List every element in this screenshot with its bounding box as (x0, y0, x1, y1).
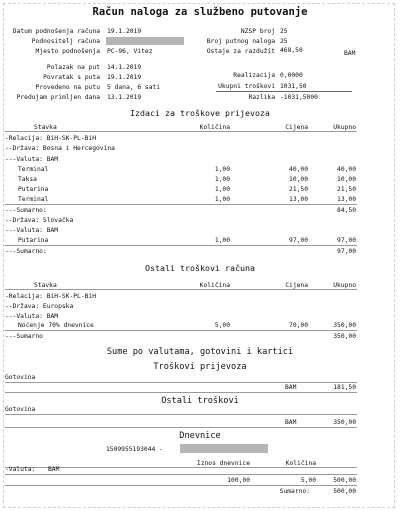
summary-ostali-currency: BAM (285, 419, 297, 426)
item-ukupno: 21,50 (337, 186, 356, 193)
row-relacija: -Relacija: BiH-SK-PL-BiH (5, 293, 96, 300)
label-polazak: Polazak na put (46, 64, 100, 71)
row-valuta: ---Valuta: BAM (5, 156, 59, 163)
value-datum: 19.1.2019 (107, 28, 142, 35)
document-title: Račun naloga za službeno putovanje (92, 6, 308, 18)
value-ostaje: 468,50 (280, 47, 303, 54)
divider-ukupni (216, 91, 352, 92)
item-cijena: 70,00 (289, 322, 308, 329)
subtotal-divider (5, 204, 357, 205)
item-name: Noćenje 70% dnevnice (18, 322, 94, 329)
label-razlika: Razlika (248, 94, 275, 101)
label-datum: Datum podnošenja računa (12, 28, 100, 35)
summary-prijevoz-currency: BAM (285, 384, 297, 391)
value-mjesto: PC-96, Vitez (107, 48, 153, 55)
dnevnice-iznos: 100,00 (227, 477, 250, 484)
item-cijena: 21,50 (289, 186, 308, 193)
subtotal-value: 350,00 (333, 333, 356, 340)
subtotal-divider (5, 245, 357, 246)
summary-ostali-total: 350,00 (333, 419, 356, 426)
col-ukupno: Ukupno (333, 282, 356, 289)
row-drzava: --Država: Europska (5, 303, 74, 310)
row-drzava: --Država: Bosna i Hercegovina (5, 145, 115, 152)
dnevnice-valuta-label: -Valuta: (5, 466, 36, 473)
item-name: Terminal (18, 196, 49, 203)
summary-divider (5, 427, 357, 428)
item-kolicina: 1,00 (214, 196, 230, 203)
item-kolicina: 5,00 (214, 322, 230, 329)
dnevnice-kolicina: 5,00 (300, 477, 316, 484)
dnevnice-ukupno: 500,00 (333, 477, 356, 484)
dnevnice-sumarno-label: Sumarno: (279, 488, 310, 495)
label-podnositelj: Podnositelj računa (31, 38, 100, 45)
label-ostaje: Ostaje za razdužit (206, 48, 275, 55)
redacted-dnevnice-name (180, 444, 268, 453)
redacted-podnositelj (106, 37, 184, 45)
label-provedeno: Provedeno na putu (35, 84, 100, 91)
item-cijena: 13,00 (289, 196, 308, 203)
value-nzsp: 25 (280, 28, 288, 35)
item-ukupno: 10,00 (337, 176, 356, 183)
value-predujam: 13.1.2019 (107, 94, 142, 101)
summary-prijevoz-total: 181,50 (333, 384, 356, 391)
value-razlika: -1031,5000 (280, 94, 318, 101)
item-name: Taksa (18, 176, 37, 183)
label-mjesto: Mjesto podnošenja (35, 48, 100, 55)
dnevnice-valuta-value: BAM (48, 466, 60, 473)
summary-divider (5, 392, 357, 393)
row-valuta: ---Valuta: BAM (5, 313, 59, 320)
header-divider (5, 131, 357, 132)
label-broj-naloga: Broj putnog naloga (206, 38, 275, 45)
summary-prijevoz-title: Troškovi prijevoza (153, 362, 247, 372)
value-povratak: 19.1.2019 (107, 74, 142, 81)
value-provedeno: 5 dana, 6 sati (107, 84, 161, 91)
subtotal-label: ---Sumarno: (5, 248, 47, 255)
summary-prijevoz-label: Gotovina (5, 374, 36, 381)
row-drzava: --Država: Slovačka (5, 217, 74, 224)
label-ukupni-troskovi: Ukupni troškovi (218, 83, 275, 90)
value-ostaje-unit: BAM (344, 50, 356, 57)
col-cijena: Cijena (285, 282, 308, 289)
item-ukupno: 40,00 (337, 166, 356, 173)
summary-title: Sume po valutama, gotovini i kartici (106, 347, 294, 357)
item-kolicina: 1,00 (214, 176, 230, 183)
item-ukupno: 97,00 (337, 237, 356, 244)
value-realizacija: 0,0000 (280, 72, 303, 79)
subtotal-value: 97,00 (337, 248, 356, 255)
col-ukupno: Ukupno (333, 124, 356, 131)
item-cijena: 10,00 (289, 176, 308, 183)
label-predujam: Predujam primljen dana (16, 94, 100, 101)
item-cijena: 40,00 (289, 166, 308, 173)
summary-ostali-label: Gotovina (5, 406, 36, 413)
subtotal-label: ---Sumarno (5, 333, 43, 340)
item-kolicina: 1,00 (214, 186, 230, 193)
item-ukupno: 350,00 (333, 322, 356, 329)
item-name: Putarina (18, 186, 49, 193)
dnevnice-divider (5, 485, 357, 486)
label-povratak: Povratak s puta (43, 74, 100, 81)
label-realizacija: Realizacija (233, 72, 275, 79)
col-cijena: Cijena (285, 124, 308, 131)
summary-divider (5, 382, 357, 383)
row-valuta: ---Valuta: BAM (5, 227, 59, 234)
item-name: Terminal (18, 166, 49, 173)
section-ostali-title: Ostali troškovi računa (145, 263, 255, 273)
section-prijevoz-title: Izdaci za troškove prijevoza (130, 108, 270, 118)
header-divider (5, 289, 357, 290)
summary-ostali-title: Ostali troškovi (161, 396, 239, 406)
dnevnice-divider (5, 474, 357, 475)
value-polazak: 14.1.2019 (107, 64, 142, 71)
col-stavka: Stavka (34, 282, 57, 289)
summary-divider (5, 414, 357, 415)
value-broj-naloga: 25 (280, 38, 288, 45)
dnevnice-col-iznos: Iznos dnevnice (196, 460, 250, 467)
col-kolicina: Količina (199, 282, 230, 289)
subtotal-label: ---Sumarno: (5, 207, 47, 214)
item-kolicina: 1,00 (214, 237, 230, 244)
item-cijena: 97,00 (289, 237, 308, 244)
item-name: Putarina (18, 237, 49, 244)
dnevnice-id: 1509955193044 - (106, 446, 163, 453)
dnevnice-col-kolicina: Količina (285, 460, 316, 467)
dnevnice-title: Dnevnice (179, 431, 221, 441)
subtotal-value: 84,50 (337, 207, 356, 214)
label-nzsp: NZSP broj (240, 28, 275, 35)
col-stavka: Stavka (34, 124, 57, 131)
col-kolicina: Količina (199, 124, 230, 131)
item-kolicina: 1,00 (214, 166, 230, 173)
value-ukupni-troskovi: 1031,50 (280, 83, 307, 90)
row-relacija: -Relacija: BiH-SK-PL-BiH (5, 135, 96, 142)
dnevnice-sumarno-value: 500,00 (333, 488, 356, 495)
subtotal-divider (5, 330, 357, 331)
item-ukupno: 13,00 (337, 196, 356, 203)
